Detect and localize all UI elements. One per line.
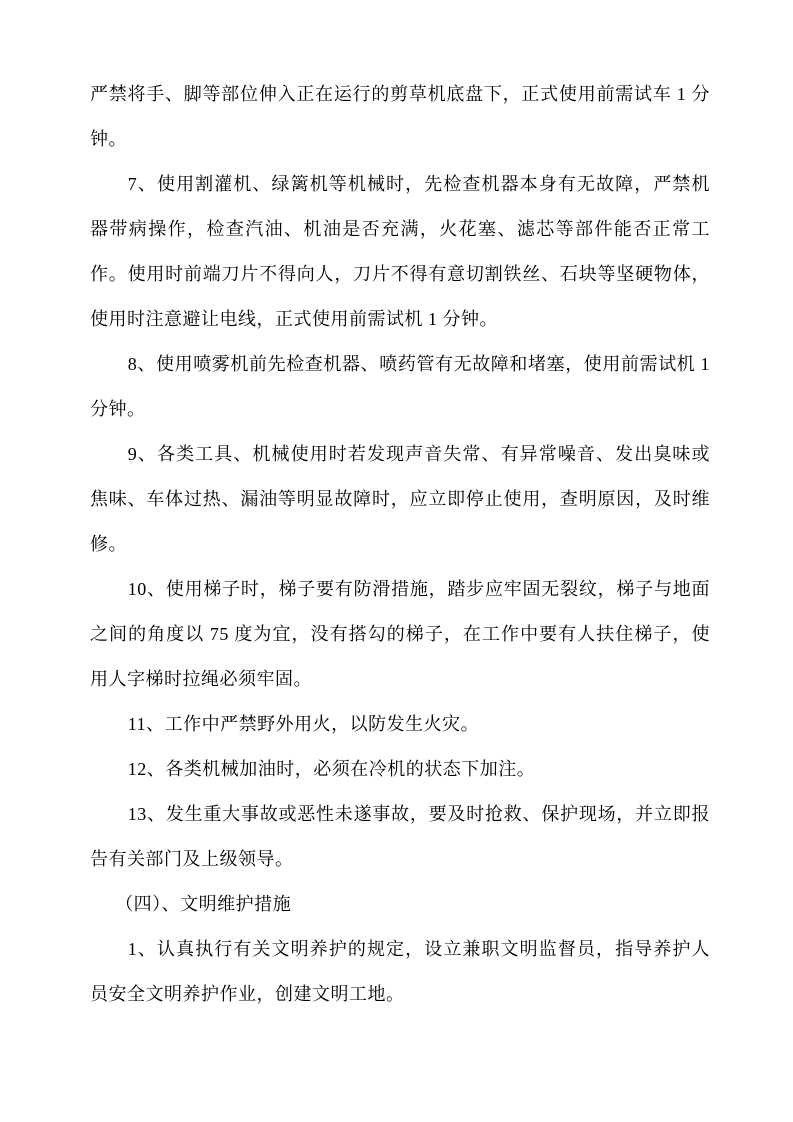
paragraph-item-7: 7、使用割灌机、绿篱机等机械时，先检查机器本身有无故障，严禁机器带病操作，检查汽油、机油是否充满，火花塞、滤芯等部件能否正常工作。使用时前端刀片不得向人，刀片不得有意切割铁丝、石块等坚硬物体，使用时注意避让电线，正式使用前需试机 1 分钟。: [90, 174, 710, 329]
paragraph-continuation: 严禁将手、脚等部位伸入正在运行的剪草机底盘下，正式使用前需试车 1 分钟。: [90, 84, 710, 149]
paragraph-item-10: 10、使用梯子时，梯子要有防滑措施，踏步应牢固无裂纹，梯子与地面之间的角度以 75 度为宜，没有搭勾的梯子，在工作中要有人扶住梯子，使用人字梯时拉绳必须牢固。: [90, 579, 710, 689]
paragraph-item-11: 11、工作中严禁野外用火，以防发生火灾。: [127, 714, 480, 734]
paragraph-item-13: 13、发生重大事故或恶性未遂事故，要及时抢救、保护现场，并立即报告有关部门及上级领导。: [90, 804, 710, 869]
paragraph-item-9: 9、各类工具、机械使用时若发现声音失常、有异常噪音、发出臭味或焦味、车体过热、漏油等明显故障时，应立即停止使用，查明原因，及时维修。: [90, 444, 710, 554]
paragraph-item-1: 1、认真执行有关文明养护的规定，设立兼职文明监督员，指导养护人员安全文明养护作业，创建文明工地。: [90, 939, 710, 1004]
paragraph-item-12: 12、各类机械加油时，必须在冷机的状态下加注。: [127, 759, 536, 779]
section-heading: （四）、文明维护措施: [115, 894, 292, 914]
paragraph-item-8: 8、使用喷雾机前先检查机器、喷药管有无故障和堵塞，使用前需试机 1 分钟。: [90, 354, 710, 419]
